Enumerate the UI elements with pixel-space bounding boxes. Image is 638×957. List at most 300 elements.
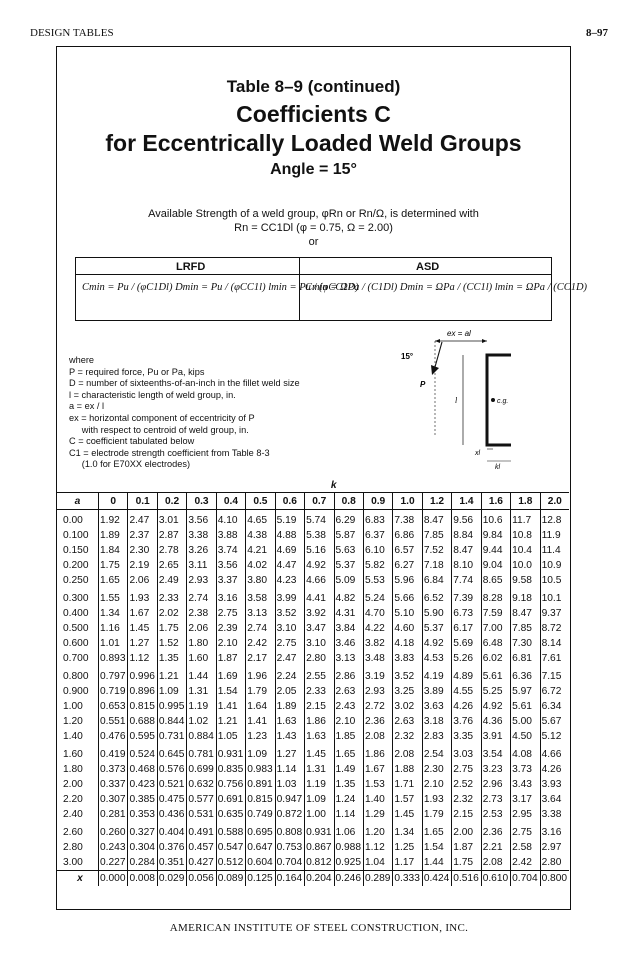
x-value: 0.800 [540,871,569,887]
coefficient-cell: 0.653 [99,699,128,714]
coefficient-cell: 1.87 [452,840,481,855]
x-value: 0.246 [334,871,363,887]
coefficient-cell: 2.47 [128,513,157,528]
coefficient-cell: 0.893 [99,651,128,666]
coefficient-cell: 4.89 [452,669,481,684]
coefficient-cell: 0.353 [128,807,157,822]
cg-label: c.g. [497,398,509,405]
definition-line: l = characteristic length of weld group, in. [69,389,236,400]
coefficient-cell: 4.47 [275,558,304,573]
coefficient-cell: 1.04 [363,855,392,871]
table-row [57,636,569,651]
coefficient-cell: 5.66 [393,591,422,606]
coefficient-cell: 5.82 [363,558,392,573]
table-row [57,729,569,744]
coefficient-cell: 1.06 [334,825,363,840]
coefficient-cell: 7.30 [511,636,540,651]
coefficient-cell: 5.37 [422,621,451,636]
coefficient-cell: 1.12 [363,840,392,855]
table-row [57,606,569,621]
coefficient-cell: 2.75 [216,606,245,621]
x-value: 0.125 [246,871,275,887]
coefficient-cell: 3.84 [334,621,363,636]
coefficient-cell: 1.21 [157,669,186,684]
coefficient-cell: 5.69 [452,636,481,651]
page-footer: AMERICAN INSTITUTE OF STEEL CONSTRUCTION, INC. [169,922,469,934]
table-row [57,621,569,636]
coefficient-cell: 2.87 [157,528,186,543]
coefficient-cell: 0.491 [187,825,216,840]
coefficient-cell: 1.75 [99,558,128,573]
coefficient-cell: 8.84 [452,528,481,543]
coefficient-cell: 2.97 [540,840,569,855]
coefficient-cell: 8.47 [511,606,540,621]
coefficient-cell: 3.76 [452,714,481,729]
coefficient-cell: 2.00 [452,825,481,840]
coefficient-cell: 0.688 [128,714,157,729]
coefficient-cell: 2.10 [422,777,451,792]
coefficient-cell: 1.09 [157,684,186,699]
coefficient-cell: 3.47 [305,621,334,636]
coefficient-cell: 1.41 [216,699,245,714]
coefficient-cell: 1.41 [246,714,275,729]
coefficient-cell: 4.08 [511,747,540,762]
table-row [57,855,569,871]
centroid-marker [491,398,495,402]
a-value: 0.400 [63,608,89,619]
coefficient-cell: 0.521 [157,777,186,792]
coefficient-cell: 3.56 [187,513,216,528]
coefficient-cell: 0.327 [128,825,157,840]
coefficient-cell: 4.02 [246,558,275,573]
p-label: P [420,380,426,389]
a-value: 0.200 [63,560,89,571]
coefficient-cell: 9.18 [511,591,540,606]
x-value: 0.333 [393,871,422,887]
coefficient-cell: 3.73 [511,762,540,777]
table-number: Table 8–9 (continued) [226,77,401,96]
a-value: 2.80 [63,842,83,853]
coefficient-cell: 0.947 [275,792,304,807]
asd-equations: Cmin = ΩPa / (C1Dl) Dmin = ΩPa / (CC1l) lmin = ΩPa / (CC1D) [305,282,588,293]
coefficient-cell: 3.63 [422,699,451,714]
coefficient-cell: 0.423 [128,777,157,792]
coefficient-cell: 2.21 [481,840,510,855]
coefficient-cell: 0.815 [246,792,275,807]
coefficient-cell: 1.79 [246,684,275,699]
coefficient-cell: 1.63 [305,729,334,744]
k-value-header: 0.5 [246,493,275,510]
coefficient-cell: 1.00 [305,807,334,822]
a-value: 2.20 [63,794,83,805]
x-value: 0.164 [275,871,304,887]
coefficient-cell: 1.80 [187,636,216,651]
x-value: 0.204 [305,871,334,887]
a-value: 0.600 [63,638,89,649]
definition-line: D = number of sixteenths-of-an-inch in the fillet weld size [69,378,300,389]
coefficient-cell: 7.00 [481,621,510,636]
section-title: DESIGN TABLES [30,27,114,39]
coefficient-table [57,479,569,886]
coefficient-cell: 12.8 [540,513,569,528]
table-row [57,762,569,777]
coefficient-cell: 2.36 [363,714,392,729]
coefficient-cell: 0.699 [187,762,216,777]
coefficient-cell: 1.96 [246,669,275,684]
coefficient-cell: 1.23 [246,729,275,744]
coefficient-cell: 1.31 [305,762,334,777]
availability-line-3: or [308,236,319,248]
coefficient-cell: 1.65 [334,747,363,762]
coefficient-cell: 11.4 [540,543,569,558]
coefficient-cell: 0.427 [187,855,216,871]
coefficient-cell: 3.10 [275,621,304,636]
coefficient-cell: 1.19 [187,699,216,714]
coefficient-cell: 1.20 [363,825,392,840]
coefficient-cell: 3.89 [422,684,451,699]
coefficient-cell: 1.65 [99,573,128,588]
coefficient-cell: 7.74 [452,573,481,588]
coefficient-cell: 4.92 [305,558,334,573]
coefficient-cell: 4.69 [275,543,304,558]
coefficient-cell: 6.52 [422,591,451,606]
coefficient-cell: 6.36 [511,669,540,684]
lrfd-label: LRFD [176,261,206,273]
coefficient-cell: 5.26 [452,651,481,666]
coefficient-cell: 6.10 [363,543,392,558]
coefficient-cell: 0.891 [246,777,275,792]
coefficient-cell: 0.695 [246,825,275,840]
coefficient-cell: 7.18 [422,558,451,573]
coefficient-cell: 1.19 [305,777,334,792]
coefficient-cell: 4.22 [363,621,392,636]
coefficient-cell: 3.10 [305,636,334,651]
coefficient-cell: 2.33 [157,591,186,606]
table-row [57,699,569,714]
x-value: 0.704 [511,871,540,887]
coefficient-cell: 0.260 [99,825,128,840]
coefficient-cell: 0.797 [99,669,128,684]
coefficient-cell: 1.09 [246,747,275,762]
coefficient-cell: 2.37 [128,528,157,543]
column-header-row [57,493,569,510]
coefficient-cell: 10.8 [511,528,540,543]
coefficient-cell: 1.44 [422,855,451,871]
k-value-header: 0.2 [157,493,186,510]
table-row [57,825,569,840]
coefficient-cell: 5.16 [305,543,334,558]
coefficient-cell: 7.61 [540,651,569,666]
coefficient-cell: 9.84 [481,528,510,543]
coefficient-cell: 4.31 [334,606,363,621]
coefficient-cell: 3.43 [511,777,540,792]
definition-line: with respect to centroid of weld group, in. [69,424,249,435]
coefficient-cell: 8.14 [540,636,569,651]
coefficient-cell: 0.404 [157,825,186,840]
coefficient-cell: 0.635 [216,807,245,822]
coefficient-cell: 0.577 [187,792,216,807]
coefficient-cell: 0.457 [187,840,216,855]
coefficient-cell: 2.05 [275,684,304,699]
coefficient-cell: 1.93 [422,792,451,807]
coefficient-cell: 9.58 [511,573,540,588]
coefficient-cell: 3.54 [481,747,510,762]
table-row [57,513,569,528]
definition-line: ex = horizontal component of eccentricity of P [69,412,255,423]
coefficient-cell: 8.72 [540,621,569,636]
k-value-header: 0.9 [363,493,392,510]
coefficient-cell: 2.93 [363,684,392,699]
coefficient-cell: 3.03 [452,747,481,762]
coefficient-cell: 2.74 [187,591,216,606]
coefficient-cell: 4.10 [216,513,245,528]
coefficient-cell: 9.37 [540,606,569,621]
k-value-header: 0.1 [128,493,157,510]
k-value-header: 0 [99,493,128,510]
coefficient-cell: 3.52 [393,669,422,684]
coefficient-cell: 3.23 [481,762,510,777]
coefficient-cell: 8.47 [422,513,451,528]
coefficient-cell: 2.80 [540,855,569,871]
coefficient-cell: 6.27 [393,558,422,573]
x-value: 0.056 [187,871,216,887]
coefficient-cell: 2.73 [481,792,510,807]
coefficient-cell: 0.524 [128,747,157,762]
coefficient-cell: 4.23 [275,573,304,588]
coefficient-cell: 3.25 [393,684,422,699]
coefficient-cell: 0.243 [99,840,128,855]
x-value: 0.610 [481,871,510,887]
coefficient-cell: 2.17 [246,651,275,666]
coefficient-cell: 4.26 [452,699,481,714]
coefficient-cell: 4.18 [393,636,422,651]
coefficient-cell: 5.25 [481,684,510,699]
coefficient-cell: 2.19 [128,558,157,573]
coefficient-cell: 1.86 [363,747,392,762]
coefficient-cell: 6.17 [452,621,481,636]
coefficient-cell: 2.06 [187,621,216,636]
coefficient-cell: 1.21 [216,714,245,729]
coefficient-cell: 1.57 [393,792,422,807]
coefficient-cell: 1.60 [187,651,216,666]
coefficient-cell: 1.29 [363,807,392,822]
coefficient-cell: 0.512 [216,855,245,871]
coefficient-cell: 1.24 [334,792,363,807]
coefficient-cell: 0.808 [275,825,304,840]
coefficient-cell: 0.588 [216,825,245,840]
coefficient-cell: 0.284 [128,855,157,871]
coefficient-cell: 2.74 [246,621,275,636]
coefficient-cell: 1.65 [422,825,451,840]
coefficient-cell: 0.815 [128,699,157,714]
definition-line: a = ex / l [69,401,104,412]
coefficient-cell: 8.47 [452,543,481,558]
coefficient-cell: 1.75 [157,621,186,636]
coefficient-cell: 0.931 [216,747,245,762]
coefficient-cell: 2.83 [422,729,451,744]
coefficient-cell: 1.53 [363,777,392,792]
coefficient-cell: 8.10 [452,558,481,573]
coefficient-cell: 0.749 [246,807,275,822]
coefficient-cell: 3.74 [216,543,245,558]
x-row [57,871,569,887]
coefficient-cell: 3.16 [216,591,245,606]
coefficient-cell: 3.19 [363,669,392,684]
coefficient-cell: 2.10 [334,714,363,729]
a-value: 1.20 [63,716,83,727]
coefficient-cell: 2.52 [452,777,481,792]
a-value: 0.800 [63,671,89,682]
coefficient-cell: 2.08 [393,747,422,762]
coefficient-cell: 3.37 [216,573,245,588]
coefficient-cell: 6.37 [363,528,392,543]
coefficient-cell: 0.645 [157,747,186,762]
coefficient-cell: 3.52 [275,606,304,621]
coefficient-cell: 11.9 [540,528,569,543]
definition-line: (1.0 for E70XX electrodes) [69,459,191,470]
k-value-header: 0.6 [275,493,304,510]
coefficient-cell: 2.80 [305,651,334,666]
coefficient-cell: 0.812 [305,855,334,871]
coefficient-cell: 6.29 [334,513,363,528]
coefficient-cell: 0.996 [128,669,157,684]
coefficient-cell: 3.17 [511,792,540,807]
coefficient-cell: 8.65 [481,573,510,588]
coefficient-cell: 2.02 [157,606,186,621]
coefficient-cell: 4.82 [334,591,363,606]
coefficient-cell: 3.58 [246,591,275,606]
coefficient-cell: 1.09 [305,792,334,807]
page-header [30,27,608,43]
x-value: 0.516 [452,871,481,887]
table-row [57,591,569,606]
coefficient-cell: 7.85 [422,528,451,543]
coefficient-cell: 0.704 [275,855,304,871]
coefficient-cell: 1.45 [128,621,157,636]
coefficient-cell: 0.595 [128,729,157,744]
coefficient-cell: 3.56 [216,558,245,573]
page-number: 8–97 [586,27,608,39]
coefficient-cell: 2.38 [187,606,216,621]
coefficient-cell: 1.45 [305,747,334,762]
coefficient-cell: 2.96 [481,777,510,792]
coefficient-cell: 4.26 [540,762,569,777]
coefficient-cell: 4.55 [452,684,481,699]
coefficient-cell: 1.31 [187,684,216,699]
coefficient-cell: 2.15 [305,699,334,714]
coefficient-cell: 6.86 [393,528,422,543]
weld-group-diagram [387,327,537,477]
definition-line: where [69,355,95,365]
coefficient-cell: 5.24 [363,591,392,606]
coefficient-cell: 2.08 [363,729,392,744]
coefficient-cell: 2.72 [363,699,392,714]
coefficient-cell: 0.691 [216,792,245,807]
coefficient-cell: 0.756 [216,777,245,792]
a-label: a [57,493,99,510]
k-value-header: 1.6 [481,493,510,510]
coefficient-cell: 1.54 [422,840,451,855]
x-value: 0.289 [363,871,392,887]
a-value: 1.00 [63,701,83,712]
table-row [57,684,569,699]
coefficient-cell: 5.00 [511,714,540,729]
coefficient-cell: 0.307 [99,792,128,807]
coefficient-cell: 1.86 [305,714,334,729]
coefficient-cell: 1.84 [99,543,128,558]
coefficient-cell: 4.53 [422,651,451,666]
coefficient-cell: 1.25 [393,840,422,855]
coefficient-cell: 4.92 [422,636,451,651]
coefficient-cell: 1.52 [157,636,186,651]
coefficient-cell: 1.64 [246,699,275,714]
coefficient-cell: 5.67 [540,714,569,729]
coefficient-cell: 1.16 [99,621,128,636]
coefficient-cell: 5.38 [305,528,334,543]
k-value-header: 2.0 [540,493,569,510]
coefficient-cell: 3.99 [275,591,304,606]
coefficient-cell: 2.65 [157,558,186,573]
coefficient-cell: 2.32 [393,729,422,744]
coefficient-cell: 6.72 [540,684,569,699]
k-label: k [330,480,337,491]
coefficient-cell: 4.70 [363,606,392,621]
coefficient-cell: 3.18 [422,714,451,729]
l-label: l [455,396,458,405]
coefficient-cell: 3.38 [540,807,569,822]
coefficient-cell: 2.42 [246,636,275,651]
coefficient-cell: 2.47 [275,651,304,666]
table-row [57,543,569,558]
coefficient-cell: 0.531 [187,807,216,822]
coefficient-cell: 2.32 [452,792,481,807]
coefficient-cell: 0.547 [216,840,245,855]
coefficient-cell: 0.753 [275,840,304,855]
coefficient-cell: 6.81 [511,651,540,666]
table-row [57,792,569,807]
coefficient-cell: 0.896 [128,684,157,699]
coefficient-cell: 5.09 [334,573,363,588]
k-value-header: 1.2 [422,493,451,510]
availability-line-1: Available Strength of a weld group, φRn or Rn/Ω, is determined with [148,208,479,220]
coefficient-cell: 5.37 [334,558,363,573]
coefficient-cell: 6.84 [422,573,451,588]
coefficient-cell: 2.30 [422,762,451,777]
coefficient-cell: 0.337 [99,777,128,792]
availability-text [57,207,570,249]
x-value: 0.000 [99,871,128,887]
table-row [57,651,569,666]
coefficient-cell: 1.27 [128,636,157,651]
a-value: 1.60 [63,749,83,760]
coefficient-cell: 4.92 [481,699,510,714]
table-row [57,573,569,588]
coefficient-cell: 0.476 [99,729,128,744]
coefficient-cell: 2.30 [128,543,157,558]
coefficient-cell: 1.87 [216,651,245,666]
availability-line-2: Rn = CC1Dl (φ = 0.75, Ω = 2.00) [234,222,393,234]
coefficient-cell: 6.73 [452,606,481,621]
coefficient-cell: 0.983 [246,762,275,777]
coefficient-cell: 5.63 [334,543,363,558]
coefficient-cell: 1.14 [275,762,304,777]
coefficient-cell: 0.468 [128,762,157,777]
table-row [57,528,569,543]
k-value-header: 0.3 [187,493,216,510]
asd-label: ASD [416,261,440,273]
coefficient-cell: 10.6 [481,513,510,528]
coefficient-cell: 2.06 [128,573,157,588]
